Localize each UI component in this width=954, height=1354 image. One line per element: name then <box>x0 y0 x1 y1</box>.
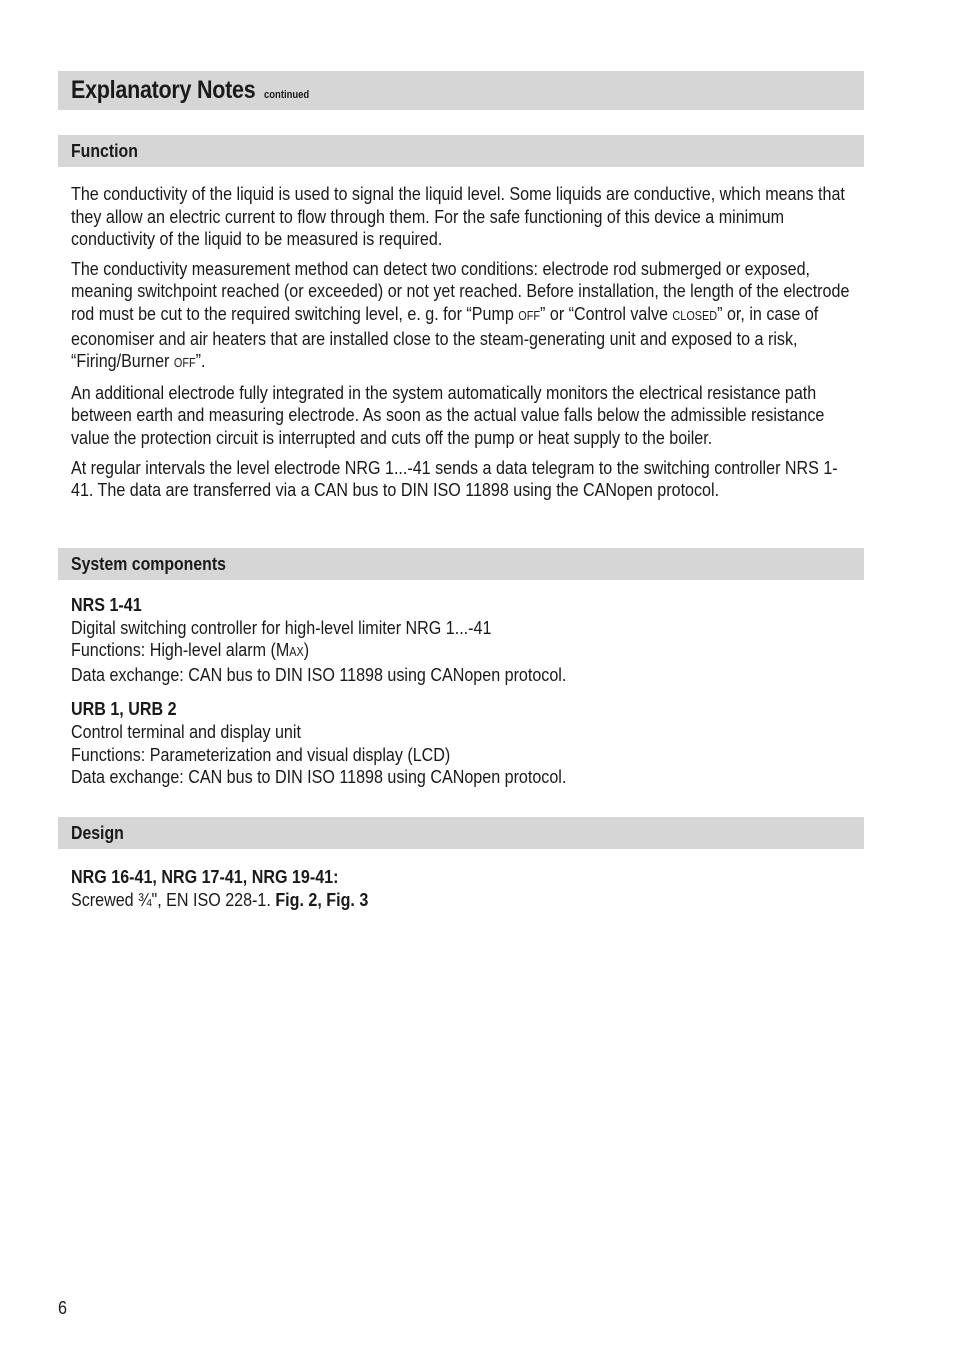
page-number: 6 <box>58 1298 68 1318</box>
section-heading-text: Function <box>71 141 138 161</box>
figure-reference: Fig. 2, Fig. 3 <box>275 888 369 910</box>
design-models: NRG 16-41, NRG 17-41, NRG 19-41: <box>71 866 339 887</box>
component-name-nrs: NRS 1-41 <box>71 594 142 615</box>
function-paragraph-4: At regular intervals the level electrode NRG 1...-41 sends a data telegram to the switching controller NRS 1-41. The data are transferred via a CAN bus to DIN ISO 11898 using the CANopen protocol. <box>71 456 838 501</box>
text-run: ” or “Control valve <box>540 302 673 324</box>
small-caps-max: AX <box>289 645 304 660</box>
page-title-text: Explanatory Notes <box>71 76 256 104</box>
text-run: The conductivity measurement method can detect two conditions: electrode rod submerged or exposed, meaning switchpoint reached (or exceeded) or not yet reached. Before installation, the length of the electrode rod must be cut to the required switching level, e. g. for “Pump <box>71 257 850 324</box>
system-components-body <box>71 594 854 789</box>
text-run: ” or, in case of economiser and air heaters that are installed close to the steam-generating unit and exposed to a risk, “Firing/Burner <box>71 302 819 372</box>
component-line: Functions: Parameterization and visual display (LCD) <box>71 743 451 765</box>
design-description <box>71 889 854 912</box>
page-title <box>71 76 309 105</box>
component-line: Data exchange: CAN bus to DIN ISO 11898 using CANopen protocol. <box>71 766 567 788</box>
function-body <box>71 183 854 502</box>
page-title-bar <box>58 71 864 110</box>
text-run: Functions: High-level alarm (M <box>71 639 290 661</box>
section-heading-text: Design <box>71 823 124 843</box>
function-paragraph-2 <box>71 258 854 375</box>
text-run: ”. <box>195 350 206 372</box>
section-heading-text: System components <box>71 554 226 574</box>
component-line <box>71 639 854 664</box>
section-heading-design <box>58 817 864 849</box>
design-body <box>71 866 854 911</box>
continued-label: continued <box>264 89 310 101</box>
section-heading-function <box>58 135 864 167</box>
component-line: Digital switching controller for high-level limiter NRG 1...-41 <box>71 616 492 638</box>
text-run: Screwed ¾", EN ISO 228-1. <box>71 888 276 910</box>
component-name-urb: URB 1, URB 2 <box>71 698 177 720</box>
small-caps-off: OFF <box>173 356 196 371</box>
small-caps-off: OFF <box>518 308 541 323</box>
function-paragraph-1: The conductivity of the liquid is used to signal the liquid level. Some liquids are conductive, which means that they allow an electric current to flow through them. For the safe functioning of this device a minimum conductivity of the liquid to be measured is required. <box>71 183 845 250</box>
component-line: Control terminal and display unit <box>71 720 301 742</box>
section-heading-system-components <box>58 548 864 580</box>
text-run: ) <box>303 639 310 661</box>
component-line: Data exchange: CAN bus to DIN ISO 11898 using CANopen protocol. <box>71 663 567 685</box>
function-paragraph-3: An additional electrode fully integrated in the system automatically monitors the electrical resistance path between earth and measuring electrode. As soon as the actual value falls below the admissible resistance value the protection circuit is interrupted and cuts off the pump or heat supply to the boiler. <box>71 381 825 448</box>
small-caps-closed: CLOSED <box>672 308 718 323</box>
